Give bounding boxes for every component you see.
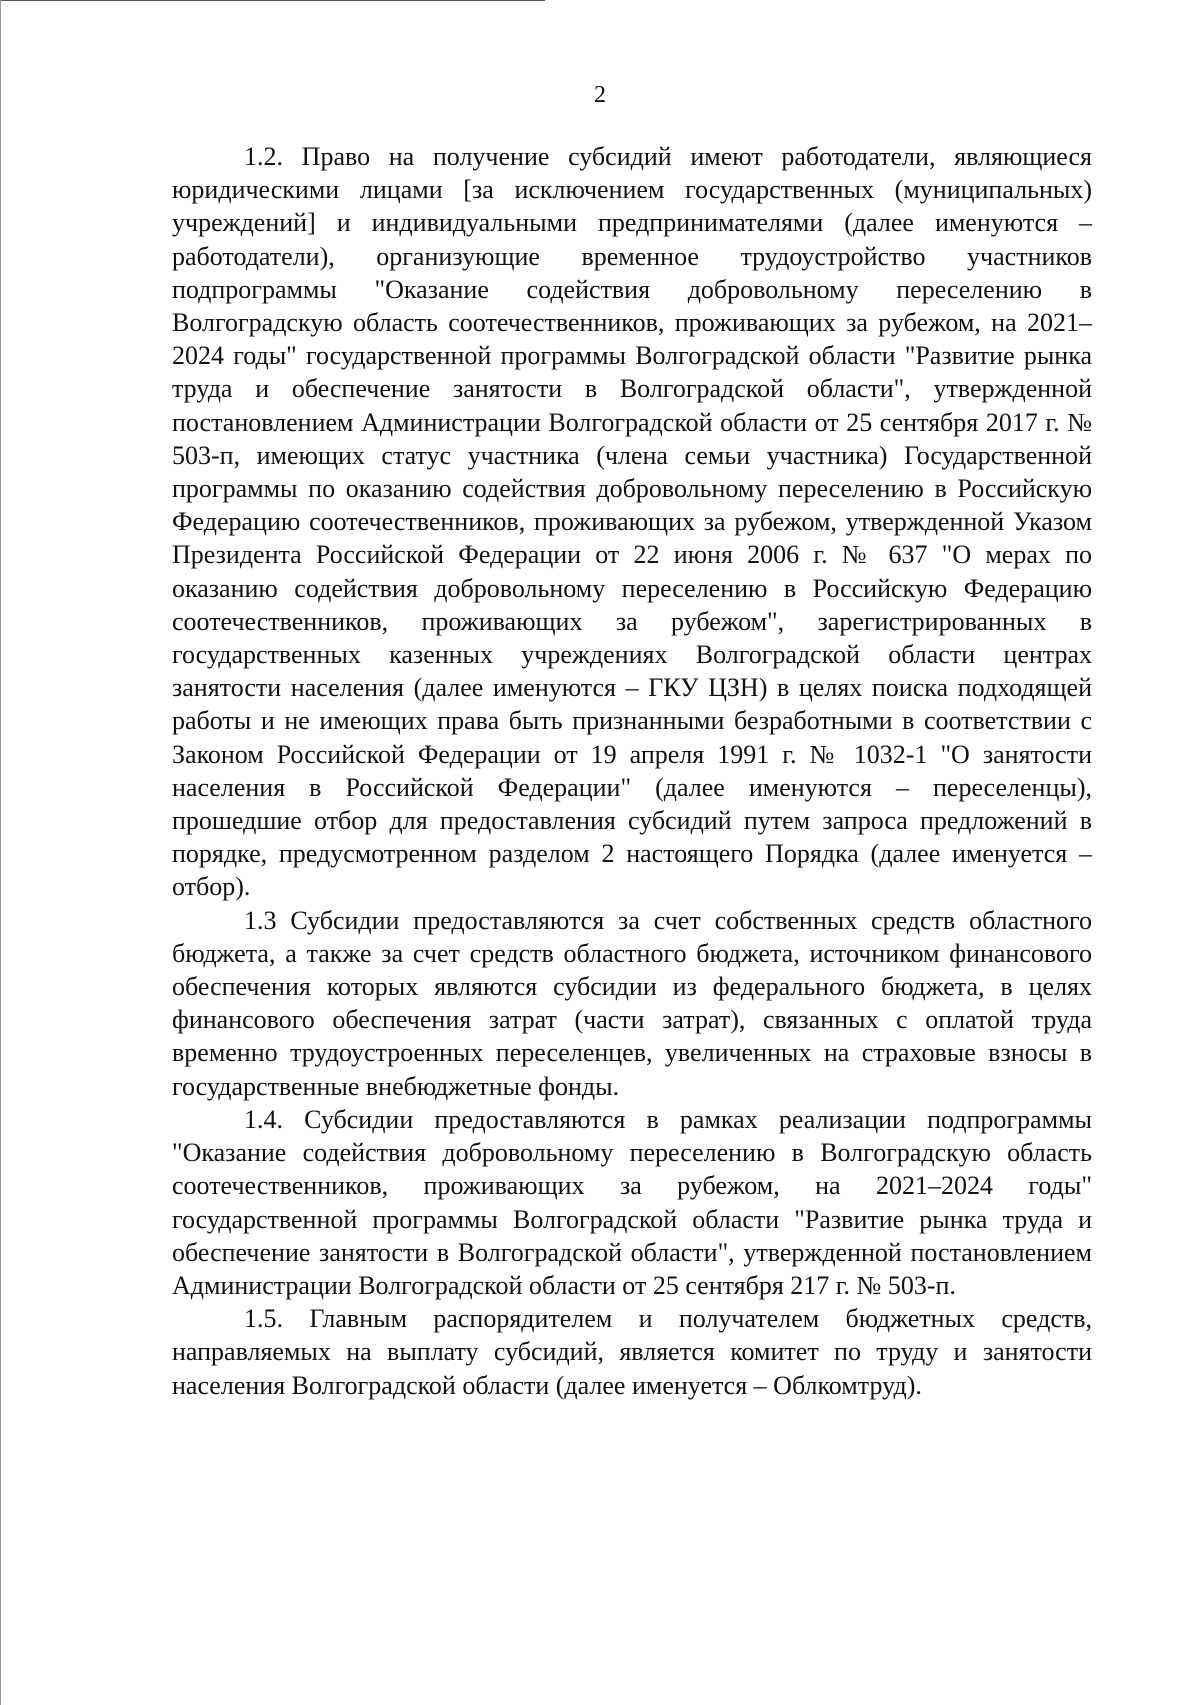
paragraph-1-4: 1.4. Субсидии предоставляются в рамках реализации подпрограммы "Оказание содействия добровольному переселению в Волгоградскую область соотечественников, проживающих за рубежом, на 2021–2024 годы" государственной программы Волгоградской области "Развитие рынка труда и обеспечение занятости в Волгоградской области", утвержденной постановлением Администрации Волгоградской области от 25 сентября 217 г. № 503-п.: [172, 1104, 1092, 1300]
page-number: 2: [594, 82, 606, 108]
document-body: [172, 140, 1092, 1402]
paragraph-1-5: 1.5. Главным распорядителем и получателем бюджетных средств, направляемых на выплату субсидий, является комитет по труду и занятости населения Волгоградской области (далее именуется – Облкомтруд).: [172, 1304, 1092, 1400]
scan-edge-top: [0, 0, 545, 1]
paragraph-1-3: 1.3 Субсидии предоставляются за счет собственных средств областного бюджета, а также за счет средств областного бюджета, источником финансового обеспечения которых являются субсидии из федерального бюджета, в целях финансового обеспечения затрат (части затрат), связанных с оплатой труда временно трудоустроенных переселенцев, увеличенных на страховые взносы в государственные внебюджетные фонды.: [172, 905, 1092, 1101]
paragraph-1-2: 1.2. Право на получение субсидий имеют работодатели, являющиеся юридическими лицами [за исключением государственных (муниципальных) учреждений] и индивидуальными предпринимателями (далее именуются – работодатели), организующие временное трудоустройство участников подпрограммы "Оказание содействия добровольному переселению в Волгоградскую область соотечественников, проживающих за рубежом, на 2021–2024 годы" государственной программы Волгоградской области "Развитие рынка труда и обеспечение занятости в Волгоградской области", утвержденной постановлением Администрации Волгоградской области от 25 сентября 2017 г. № 503-п, имеющих статус участника (члена семьи участника) Государственной программы по оказанию содействия добровольному переселению в Российскую Федерацию соотечественников, проживающих за рубежом, утвержденной Указом Президента Российской Федерации от 22 июня 2006 г. № 637 "О мерах по оказанию содействия добровольному переселению в Российскую Федерацию соотечественников, проживающих за рубежом", зарегистрированных в государственных казенных учреждениях Волгоградской области центрах занятости населения (далее именуются – ГКУ ЦЗН) в целях поиска подходящей работы и не имеющих права быть признанными безработными в соответствии с Законом Российской Федерации от 19 апреля 1991 г. № 1032-1 "О занятости населения в Российской Федерации" (далее именуются – переселенцы), прошедшие отбор для предоставления субсидий путем запроса предложений в порядке, предусмотренном разделом 2 настоящего Порядка (далее именуется – отбор).: [172, 142, 1092, 902]
scan-edge-left: [0, 0, 1, 1705]
